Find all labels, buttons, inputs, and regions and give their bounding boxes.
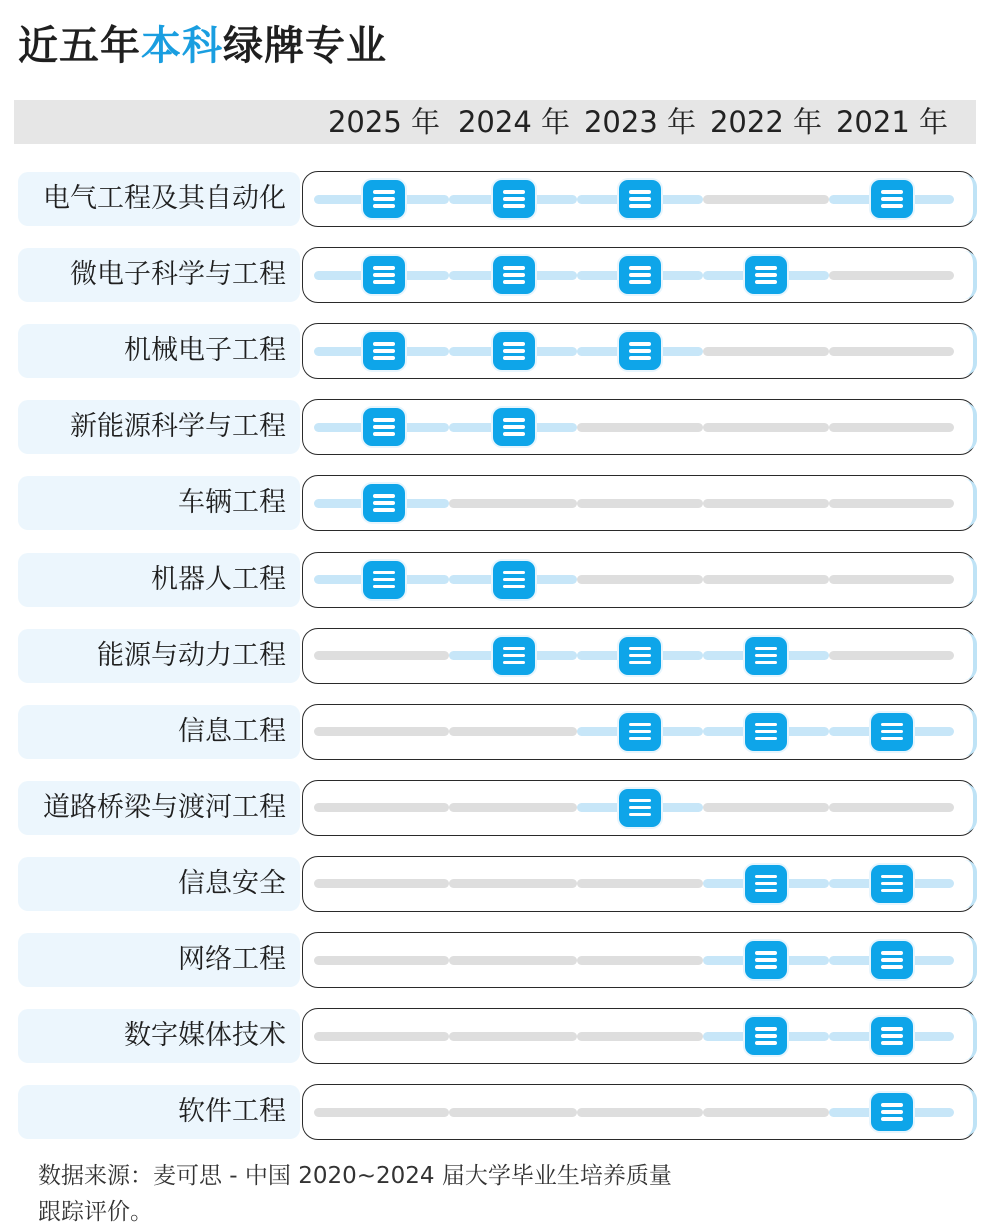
green-card-icon bbox=[745, 713, 787, 751]
icon-line bbox=[755, 661, 777, 665]
icon-line bbox=[373, 280, 395, 284]
icon-line bbox=[373, 585, 395, 589]
icon-line bbox=[373, 197, 395, 201]
track-end-cap bbox=[965, 175, 977, 223]
row-label: 电气工程及其自动化 bbox=[18, 172, 300, 226]
icon-line bbox=[629, 273, 651, 277]
icon-line bbox=[755, 280, 777, 284]
inactive-track-segment bbox=[829, 271, 954, 280]
icon-line bbox=[503, 197, 525, 201]
inactive-track-segment bbox=[703, 575, 829, 584]
inactive-track-segment bbox=[314, 879, 449, 888]
green-card-icon bbox=[363, 256, 405, 294]
icon-line bbox=[373, 266, 395, 270]
green-card-icon bbox=[619, 256, 661, 294]
source-line-1: 数据来源：麦可思 - 中国 2020~2024 届大学毕业生培养质量 bbox=[38, 1163, 672, 1189]
icon-line bbox=[503, 418, 525, 422]
track-end-cap bbox=[965, 479, 977, 527]
title-part-1: 近五年 bbox=[18, 23, 141, 69]
track-end-cap bbox=[965, 936, 977, 984]
year-header-0: 2025 年 bbox=[327, 105, 441, 139]
icon-line bbox=[503, 342, 525, 346]
icon-line bbox=[881, 197, 903, 201]
icon-line bbox=[755, 1027, 777, 1031]
row-label: 微电子科学与工程 bbox=[18, 248, 300, 302]
icon-line bbox=[881, 875, 903, 879]
icon-line bbox=[503, 349, 525, 353]
inactive-track-segment bbox=[449, 956, 577, 965]
icon-line bbox=[881, 1027, 903, 1031]
data-source-note bbox=[38, 1158, 738, 1230]
green-card-icon bbox=[363, 332, 405, 370]
icon-line bbox=[629, 654, 651, 658]
icon-line bbox=[755, 958, 777, 962]
inactive-track-segment bbox=[829, 423, 954, 432]
title-highlight: 本科 bbox=[141, 23, 223, 69]
icon-line bbox=[629, 737, 651, 741]
inactive-track-segment bbox=[703, 1108, 829, 1117]
icon-line bbox=[373, 432, 395, 436]
source-line-2: 跟踪评价。 bbox=[38, 1199, 153, 1225]
icon-line bbox=[503, 356, 525, 360]
icon-line bbox=[881, 965, 903, 969]
green-card-icon bbox=[493, 561, 535, 599]
icon-line bbox=[629, 349, 651, 353]
icon-line bbox=[881, 730, 903, 734]
icon-line bbox=[881, 1103, 903, 1107]
inactive-track-segment bbox=[314, 1108, 449, 1117]
icon-line bbox=[373, 418, 395, 422]
track-end-cap bbox=[965, 784, 977, 832]
inactive-track-segment bbox=[314, 803, 449, 812]
inactive-track-segment bbox=[703, 803, 829, 812]
icon-line bbox=[373, 190, 395, 194]
inactive-track-segment bbox=[703, 195, 829, 204]
icon-line bbox=[755, 882, 777, 886]
icon-line bbox=[503, 432, 525, 436]
icon-line bbox=[503, 585, 525, 589]
icon-line bbox=[373, 204, 395, 208]
track-end-cap bbox=[965, 708, 977, 756]
icon-line bbox=[755, 889, 777, 893]
inactive-track-segment bbox=[449, 1032, 577, 1041]
track-end-cap bbox=[965, 1088, 977, 1136]
green-card-icon bbox=[745, 637, 787, 675]
icon-line bbox=[755, 723, 777, 727]
icon-line bbox=[629, 356, 651, 360]
inactive-track-segment bbox=[449, 803, 577, 812]
year-header-2: 2023 年 bbox=[583, 105, 697, 139]
green-card-icon bbox=[619, 789, 661, 827]
icon-line bbox=[629, 280, 651, 284]
row-label: 软件工程 bbox=[18, 1085, 300, 1139]
icon-line bbox=[881, 958, 903, 962]
green-card-icon bbox=[363, 408, 405, 446]
icon-line bbox=[503, 647, 525, 651]
page-title bbox=[18, 14, 387, 71]
green-card-icon bbox=[493, 180, 535, 218]
icon-line bbox=[373, 571, 395, 575]
inactive-track-segment bbox=[703, 423, 829, 432]
green-card-icon bbox=[745, 865, 787, 903]
icon-line bbox=[755, 654, 777, 658]
inactive-track-segment bbox=[449, 1108, 577, 1117]
green-card-icon bbox=[363, 484, 405, 522]
inactive-track-segment bbox=[703, 347, 829, 356]
green-card-icon bbox=[619, 637, 661, 675]
row-label: 车辆工程 bbox=[18, 476, 300, 530]
inactive-track-segment bbox=[449, 499, 577, 508]
icon-line bbox=[881, 1034, 903, 1038]
icon-line bbox=[755, 273, 777, 277]
inactive-track-segment bbox=[703, 499, 829, 508]
icon-line bbox=[755, 730, 777, 734]
green-card-icon bbox=[745, 256, 787, 294]
inactive-track-segment bbox=[577, 499, 703, 508]
green-card-icon bbox=[871, 941, 913, 979]
inactive-track-segment bbox=[449, 879, 577, 888]
icon-line bbox=[503, 204, 525, 208]
row-label: 机器人工程 bbox=[18, 553, 300, 607]
inactive-track-segment bbox=[577, 1032, 703, 1041]
icon-line bbox=[629, 813, 651, 817]
icon-line bbox=[629, 647, 651, 651]
green-card-icon bbox=[493, 637, 535, 675]
icon-line bbox=[755, 647, 777, 651]
inactive-track-segment bbox=[829, 651, 954, 660]
icon-line bbox=[755, 875, 777, 879]
icon-line bbox=[881, 204, 903, 208]
icon-line bbox=[373, 425, 395, 429]
icon-line bbox=[503, 266, 525, 270]
icon-line bbox=[629, 197, 651, 201]
inactive-track-segment bbox=[314, 1032, 449, 1041]
inactive-track-segment bbox=[829, 575, 954, 584]
icon-line bbox=[755, 965, 777, 969]
inactive-track-segment bbox=[314, 651, 449, 660]
year-header-3: 2022 年 bbox=[709, 105, 823, 139]
icon-line bbox=[503, 190, 525, 194]
icon-line bbox=[503, 273, 525, 277]
green-card-icon bbox=[619, 332, 661, 370]
green-card-icon bbox=[871, 713, 913, 751]
icon-line bbox=[629, 342, 651, 346]
icon-line bbox=[881, 1041, 903, 1045]
row-label: 信息工程 bbox=[18, 705, 300, 759]
row-label: 数字媒体技术 bbox=[18, 1009, 300, 1063]
inactive-track-segment bbox=[829, 347, 954, 356]
inactive-track-segment bbox=[577, 1108, 703, 1117]
row-label: 机械电子工程 bbox=[18, 324, 300, 378]
icon-line bbox=[503, 578, 525, 582]
inactive-track-segment bbox=[577, 956, 703, 965]
icon-line bbox=[881, 889, 903, 893]
icon-line bbox=[755, 266, 777, 270]
icon-line bbox=[881, 723, 903, 727]
icon-line bbox=[881, 951, 903, 955]
green-card-icon bbox=[871, 865, 913, 903]
icon-line bbox=[503, 280, 525, 284]
icon-line bbox=[373, 578, 395, 582]
icon-line bbox=[881, 190, 903, 194]
icon-line bbox=[881, 1117, 903, 1121]
icon-line bbox=[629, 204, 651, 208]
icon-line bbox=[881, 882, 903, 886]
green-card-icon bbox=[745, 941, 787, 979]
row-label: 道路桥梁与渡河工程 bbox=[18, 781, 300, 835]
inactive-track-segment bbox=[314, 956, 449, 965]
green-card-icon bbox=[493, 408, 535, 446]
green-card-icon bbox=[363, 561, 405, 599]
inactive-track-segment bbox=[577, 879, 703, 888]
icon-line bbox=[503, 425, 525, 429]
icon-line bbox=[755, 1034, 777, 1038]
icon-line bbox=[503, 654, 525, 658]
green-card-icon bbox=[619, 180, 661, 218]
track-end-cap bbox=[965, 327, 977, 375]
inactive-track-segment bbox=[577, 423, 703, 432]
year-header-4: 2021 年 bbox=[835, 105, 949, 139]
row-label: 新能源科学与工程 bbox=[18, 400, 300, 454]
icon-line bbox=[755, 737, 777, 741]
icon-line bbox=[373, 342, 395, 346]
green-card-icon bbox=[745, 1017, 787, 1055]
icon-line bbox=[373, 508, 395, 512]
track-end-cap bbox=[965, 556, 977, 604]
icon-line bbox=[755, 951, 777, 955]
icon-line bbox=[629, 723, 651, 727]
icon-line bbox=[629, 661, 651, 665]
icon-line bbox=[755, 1041, 777, 1045]
row-label: 网络工程 bbox=[18, 933, 300, 987]
inactive-track-segment bbox=[829, 499, 954, 508]
icon-line bbox=[373, 501, 395, 505]
icon-line bbox=[373, 273, 395, 277]
row-label: 能源与动力工程 bbox=[18, 629, 300, 683]
icon-line bbox=[503, 571, 525, 575]
icon-line bbox=[629, 806, 651, 810]
inactive-track-segment bbox=[577, 575, 703, 584]
inactive-track-segment bbox=[449, 727, 577, 736]
icon-line bbox=[373, 494, 395, 498]
track-end-cap bbox=[965, 403, 977, 451]
green-card-icon bbox=[363, 180, 405, 218]
track-end-cap bbox=[965, 251, 977, 299]
inactive-track-segment bbox=[314, 727, 449, 736]
inactive-track-segment bbox=[829, 803, 954, 812]
icon-line bbox=[373, 356, 395, 360]
track-end-cap bbox=[965, 632, 977, 680]
green-card-icon bbox=[619, 713, 661, 751]
icon-line bbox=[503, 661, 525, 665]
icon-line bbox=[629, 799, 651, 803]
green-card-icon bbox=[871, 180, 913, 218]
green-card-icon bbox=[871, 1017, 913, 1055]
track-end-cap bbox=[965, 1012, 977, 1060]
icon-line bbox=[881, 1110, 903, 1114]
icon-line bbox=[881, 737, 903, 741]
icon-line bbox=[629, 730, 651, 734]
icon-line bbox=[629, 266, 651, 270]
green-card-icon bbox=[493, 332, 535, 370]
track-end-cap bbox=[965, 860, 977, 908]
title-part-2: 绿牌专业 bbox=[223, 23, 387, 69]
icon-line bbox=[629, 190, 651, 194]
year-header-1: 2024 年 bbox=[457, 105, 571, 139]
green-card-icon bbox=[871, 1093, 913, 1131]
icon-line bbox=[373, 349, 395, 353]
green-card-icon bbox=[493, 256, 535, 294]
row-label: 信息安全 bbox=[18, 857, 300, 911]
